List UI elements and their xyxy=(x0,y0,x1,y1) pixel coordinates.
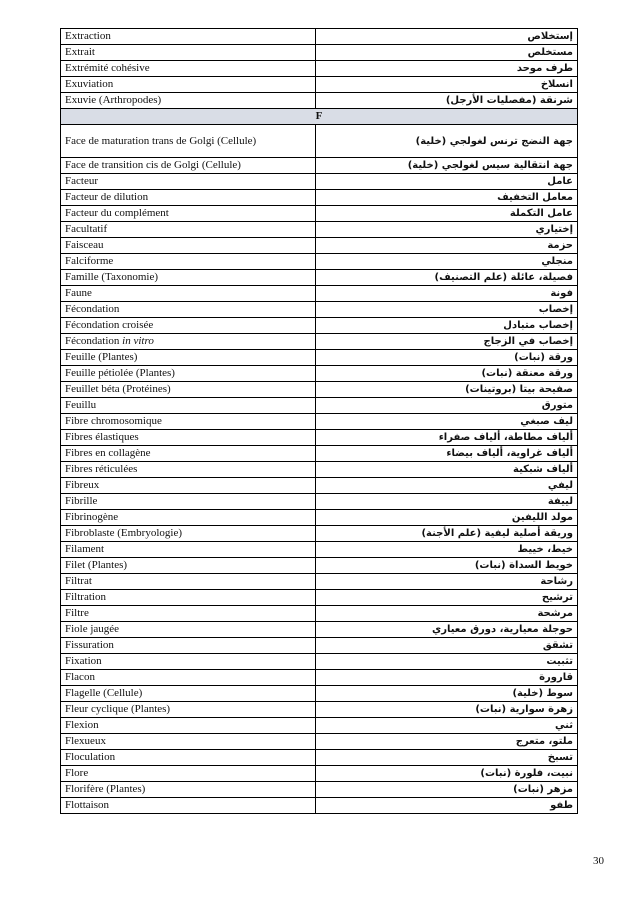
french-term: Facteur xyxy=(61,174,316,190)
arabic-term: سوط (خلية) xyxy=(316,686,578,702)
french-term-italic: in vitro xyxy=(122,335,154,347)
french-term: Florifère (Plantes) xyxy=(61,782,316,798)
glossary-row xyxy=(61,254,578,270)
french-term: Famille (Taxonomie) xyxy=(61,270,316,286)
french-term: Extraction xyxy=(61,29,316,45)
arabic-term: فصيلة، عائلة (علم التصنيف) xyxy=(316,270,578,286)
arabic-term: ورقة معنقة (نبات) xyxy=(316,366,578,382)
glossary-row xyxy=(61,93,578,109)
glossary-row xyxy=(61,718,578,734)
arabic-term: ألياف شبكية xyxy=(316,462,578,478)
arabic-term: شرنقة (مفصليات الأرجل) xyxy=(316,93,578,109)
arabic-term: ورقة (نبات) xyxy=(316,350,578,366)
arabic-term: نبيت، فلورة (نبات) xyxy=(316,766,578,782)
glossary-row xyxy=(61,606,578,622)
arabic-term: صفيحة بيتا (بروتينات) xyxy=(316,382,578,398)
french-term: Fissuration xyxy=(61,638,316,654)
french-term: Floculation xyxy=(61,750,316,766)
glossary-row xyxy=(61,670,578,686)
glossary-row xyxy=(61,45,578,61)
french-term: Fibreux xyxy=(61,478,316,494)
arabic-term: ترشيح xyxy=(316,590,578,606)
arabic-term: مرشحة xyxy=(316,606,578,622)
arabic-term: تشقق xyxy=(316,638,578,654)
glossary-row xyxy=(61,125,578,158)
glossary-row xyxy=(61,174,578,190)
arabic-term: معامل التخفيف xyxy=(316,190,578,206)
glossary-row xyxy=(61,542,578,558)
french-term: Flore xyxy=(61,766,316,782)
page-number: 30 xyxy=(593,855,604,867)
glossary-row xyxy=(61,414,578,430)
glossary-row xyxy=(61,798,578,814)
french-term: Feuillet béta (Protéines) xyxy=(61,382,316,398)
french-term: Feuille (Plantes) xyxy=(61,350,316,366)
arabic-term: لييفة xyxy=(316,494,578,510)
glossary-row xyxy=(61,526,578,542)
french-term: Face de transition cis de Golgi (Cellule) xyxy=(61,158,316,174)
glossary-row xyxy=(61,238,578,254)
arabic-term: جهة انتقالية سيس لغولجي (خلية) xyxy=(316,158,578,174)
french-term: Feuillu xyxy=(61,398,316,414)
glossary-row xyxy=(61,302,578,318)
french-term: Fixation xyxy=(61,654,316,670)
glossary-row xyxy=(61,686,578,702)
arabic-term: عامل xyxy=(316,174,578,190)
french-term: Flacon xyxy=(61,670,316,686)
arabic-term: رشاحة xyxy=(316,574,578,590)
glossary-row xyxy=(61,270,578,286)
glossary-row xyxy=(61,398,578,414)
french-term: Falciforme xyxy=(61,254,316,270)
glossary-row xyxy=(61,510,578,526)
french-term: Filtre xyxy=(61,606,316,622)
french-term-main: Fécondation xyxy=(65,335,123,347)
arabic-term: ليفي xyxy=(316,478,578,494)
french-term: Extrait xyxy=(61,45,316,61)
arabic-term: طرف موحد xyxy=(316,61,578,77)
arabic-term: منجلي xyxy=(316,254,578,270)
glossary-row xyxy=(61,590,578,606)
french-term: Filament xyxy=(61,542,316,558)
glossary-row xyxy=(61,750,578,766)
french-term: Feuille pétiolée (Plantes) xyxy=(61,366,316,382)
arabic-term: ليف صبغي xyxy=(316,414,578,430)
arabic-term: خيط، خييط xyxy=(316,542,578,558)
french-term: Flagelle (Cellule) xyxy=(61,686,316,702)
glossary-row xyxy=(61,350,578,366)
section-letter-row xyxy=(61,109,578,125)
french-term: Flexueux xyxy=(61,734,316,750)
french-term: Fiole jaugée xyxy=(61,622,316,638)
arabic-term: قارورة xyxy=(316,670,578,686)
arabic-term: إخصاب في الزجاج xyxy=(316,334,578,350)
glossary-row xyxy=(61,654,578,670)
french-term: Filtration xyxy=(61,590,316,606)
arabic-term: إخصاب xyxy=(316,302,578,318)
glossary-row xyxy=(61,158,578,174)
glossary-row xyxy=(61,318,578,334)
glossary-row xyxy=(61,29,578,45)
french-term: Flexion xyxy=(61,718,316,734)
glossary-row xyxy=(61,430,578,446)
french-term: Filtrat xyxy=(61,574,316,590)
arabic-term: ألياف مطاطة، ألياف صفراء xyxy=(316,430,578,446)
french-term: Facteur de dilution xyxy=(61,190,316,206)
arabic-term: طفو xyxy=(316,798,578,814)
french-term: Facultatif xyxy=(61,222,316,238)
french-term: Face de maturation trans de Golgi (Cellule) xyxy=(61,125,316,158)
arabic-term: حوجلة معيارية، دورق معياري xyxy=(316,622,578,638)
glossary-row xyxy=(61,446,578,462)
french-term: Fibres en collagène xyxy=(61,446,316,462)
arabic-term: جهة النضج ترنس لغولجي (خلية) xyxy=(316,125,578,158)
arabic-term: خويط السداة (نبات) xyxy=(316,558,578,574)
french-term: Fibrille xyxy=(61,494,316,510)
arabic-term: ملتو، متعرج xyxy=(316,734,578,750)
glossary-row xyxy=(61,206,578,222)
french-term xyxy=(61,334,316,350)
french-term: Facteur du complément xyxy=(61,206,316,222)
glossary-body xyxy=(61,29,578,814)
glossary-row xyxy=(61,462,578,478)
french-term: Exuvie (Arthropodes) xyxy=(61,93,316,109)
section-letter: F xyxy=(61,109,578,125)
arabic-term: ألياف غراوية، ألياف بيضاء xyxy=(316,446,578,462)
arabic-term: مزهر (نبات) xyxy=(316,782,578,798)
arabic-term: مولد الليفين xyxy=(316,510,578,526)
french-term: Flottaison xyxy=(61,798,316,814)
french-term: Fibres élastiques xyxy=(61,430,316,446)
french-term: Fibres réticulées xyxy=(61,462,316,478)
glossary-row xyxy=(61,766,578,782)
arabic-term: مستخلص xyxy=(316,45,578,61)
french-term: Faisceau xyxy=(61,238,316,254)
glossary-row xyxy=(61,334,578,350)
glossary-row xyxy=(61,478,578,494)
arabic-term: زهرة سوارية (نبات) xyxy=(316,702,578,718)
arabic-term: تسبخ xyxy=(316,750,578,766)
french-term: Filet (Plantes) xyxy=(61,558,316,574)
french-term: Exuviation xyxy=(61,77,316,93)
glossary-table xyxy=(60,28,578,814)
french-term: Fibroblaste (Embryologie) xyxy=(61,526,316,542)
arabic-term: انسلاخ xyxy=(316,77,578,93)
arabic-term: فونة xyxy=(316,286,578,302)
arabic-term: حزمة xyxy=(316,238,578,254)
glossary-row xyxy=(61,190,578,206)
glossary-row xyxy=(61,222,578,238)
glossary-row xyxy=(61,366,578,382)
glossary-row xyxy=(61,574,578,590)
arabic-term: إختياري xyxy=(316,222,578,238)
arabic-term: عامل التكملة xyxy=(316,206,578,222)
glossary-row xyxy=(61,382,578,398)
arabic-term: إستخلاص xyxy=(316,29,578,45)
glossary-row xyxy=(61,702,578,718)
french-term: Fécondation xyxy=(61,302,316,318)
arabic-term: ثني xyxy=(316,718,578,734)
french-term: Fleur cyclique (Plantes) xyxy=(61,702,316,718)
glossary-row xyxy=(61,61,578,77)
glossary-row xyxy=(61,494,578,510)
french-term: Faune xyxy=(61,286,316,302)
glossary-row xyxy=(61,622,578,638)
glossary-row xyxy=(61,558,578,574)
glossary-row xyxy=(61,782,578,798)
french-term: Extrémité cohésive xyxy=(61,61,316,77)
arabic-term: إخصاب متبادل xyxy=(316,318,578,334)
arabic-term: تثبيت xyxy=(316,654,578,670)
arabic-term: وريقة أصلية ليفية (علم الأجنة) xyxy=(316,526,578,542)
french-term: Fécondation croisée xyxy=(61,318,316,334)
french-term: Fibrinogène xyxy=(61,510,316,526)
arabic-term: متورق xyxy=(316,398,578,414)
french-term: Fibre chromosomique xyxy=(61,414,316,430)
glossary-row xyxy=(61,638,578,654)
glossary-row xyxy=(61,77,578,93)
glossary-row xyxy=(61,734,578,750)
glossary-row xyxy=(61,286,578,302)
